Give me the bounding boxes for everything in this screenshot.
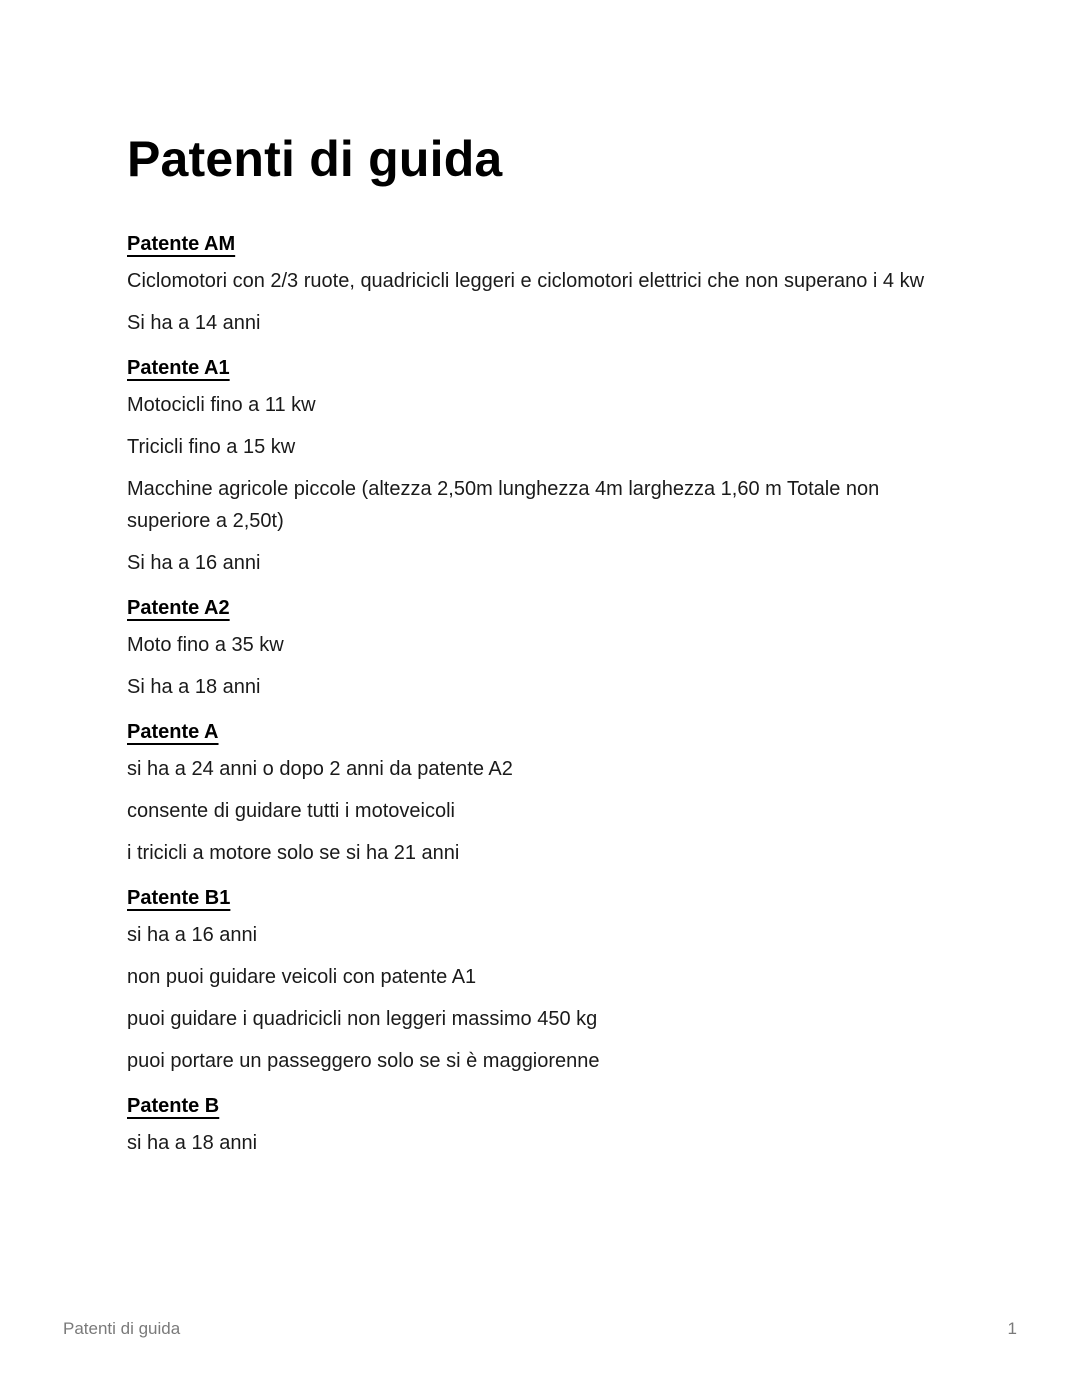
page-title: Patenti di guida <box>127 131 503 187</box>
paragraph: puoi guidare i quadricicli non leggeri massimo 450 kg <box>127 1008 598 1030</box>
section-patente-a2 <box>127 589 957 703</box>
paragraph: si ha a 24 anni o dopo 2 anni da patente A2 <box>127 758 513 780</box>
paragraph: Tricicli fino a 15 kw <box>127 436 296 458</box>
paragraph: si ha a 16 anni <box>127 924 258 946</box>
section-heading: Patente AM <box>127 233 236 255</box>
paragraph: consente di guidare tutti i motoveicoli <box>127 800 455 822</box>
paragraph: puoi portare un passeggero solo se si è maggiorenne <box>127 1050 600 1072</box>
paragraph: Si ha a 18 anni <box>127 676 261 698</box>
paragraph: Motocicli fino a 11 kw <box>127 394 316 416</box>
section-heading: Patente A <box>127 721 219 743</box>
paragraph: Si ha a 16 anni <box>127 552 261 574</box>
section-patente-a <box>127 713 957 869</box>
paragraph: si ha a 18 anni <box>127 1132 258 1154</box>
section-heading: Patente A2 <box>127 597 230 619</box>
paragraph: Moto fino a 35 kw <box>127 634 284 656</box>
section-patente-a1 <box>127 349 957 579</box>
paragraph: non puoi guidare veicoli con patente A1 <box>127 966 477 988</box>
paragraph: Macchine agricole piccole (altezza 2,50m lunghezza 4m larghezza 1,60 m Totale non superiore a 2,50t) <box>127 478 880 532</box>
section-heading: Patente B1 <box>127 887 231 909</box>
footer-document-title: Patenti di guida <box>63 1319 181 1338</box>
section-heading: Patente B <box>127 1095 220 1117</box>
paragraph: i tricicli a motore solo se si ha 21 anni <box>127 842 460 864</box>
section-patente-b <box>127 1087 957 1159</box>
document-body <box>127 225 957 1169</box>
paragraph: Ciclomotori con 2/3 ruote, quadricicli leggeri e ciclomotori elettrici che non superano i 4 kw <box>127 270 925 292</box>
footer-page-number: 1 <box>1007 1319 1017 1338</box>
section-patente-b1 <box>127 879 957 1077</box>
section-heading: Patente A1 <box>127 357 230 379</box>
section-patente-am <box>127 225 957 339</box>
paragraph: Si ha a 14 anni <box>127 312 261 334</box>
